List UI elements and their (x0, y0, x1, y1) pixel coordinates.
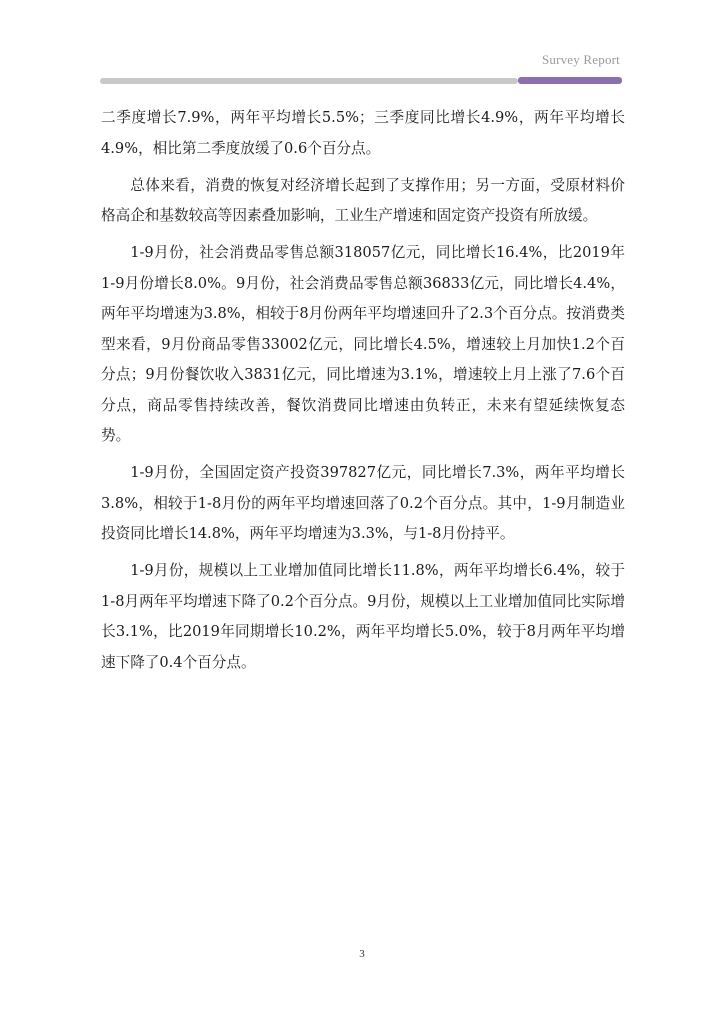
header-rule (100, 78, 518, 84)
paragraph-continuation: 二季度增长7.9%，两年平均增长5.5%；三季度同比增长4.9%，两年平均增长4.9%，相比第二季度放缓了0.6个百分点。 (101, 109, 625, 157)
paragraph-fixed-asset-investment: 1-9月份，全国固定资产投资397827亿元，同比增长7.3%，两年平均增长3.8%，相较于1-8月份的两年平均增速回落了0.2个百分点。其中，1-9月制造业投资同比增长14.8%，两年平均增速为3.3%，与1-8月份持平。 (101, 464, 625, 542)
paragraph-industrial-output: 1-9月份，规模以上工业增加值同比增长11.8%，两年平均增长6.4%，较于1-8月两年平均增速下降了0.2个百分点。9月份，规模以上工业增加值同比实际增长3.1%，比2019年同期增长10.2%，两年平均增长5.0%，较于8月两年平均增速下降了0.4个百分点。 (101, 562, 625, 671)
header-label: Survey Report (541, 52, 620, 67)
body-text (101, 103, 625, 685)
header-rule-accent (518, 77, 622, 84)
page-number: 3 (359, 948, 365, 960)
paragraph-overview: 总体来看，消费的恢复对经济增长起到了支撑作用；另一方面，受原材料价格高企和基数较高等因素叠加影响，工业生产增速和固定资产投资有所放缓。 (101, 176, 625, 224)
paragraph-retail-sales: 1-9月份，社会消费品零售总额318057亿元，同比增长16.4%，比2019年1-9月份增长8.0%。9月份，社会消费品零售总额36833亿元，同比增长4.4%，两年平均增速为3.8%，相较于8月份两年平均增速回升了2.3个百分点。按消费类型来看，9月份商品零售33002亿元，同比增长4.5%，增速较上月加快1.2个百分点；9月份餐饮收入3831亿元，同比增速为3.1%，增速较上月上涨了7.6个百分点，商品零售持续改善，餐饮消费同比增速由负转正，未来有望延续恢复态势。 (101, 244, 625, 444)
